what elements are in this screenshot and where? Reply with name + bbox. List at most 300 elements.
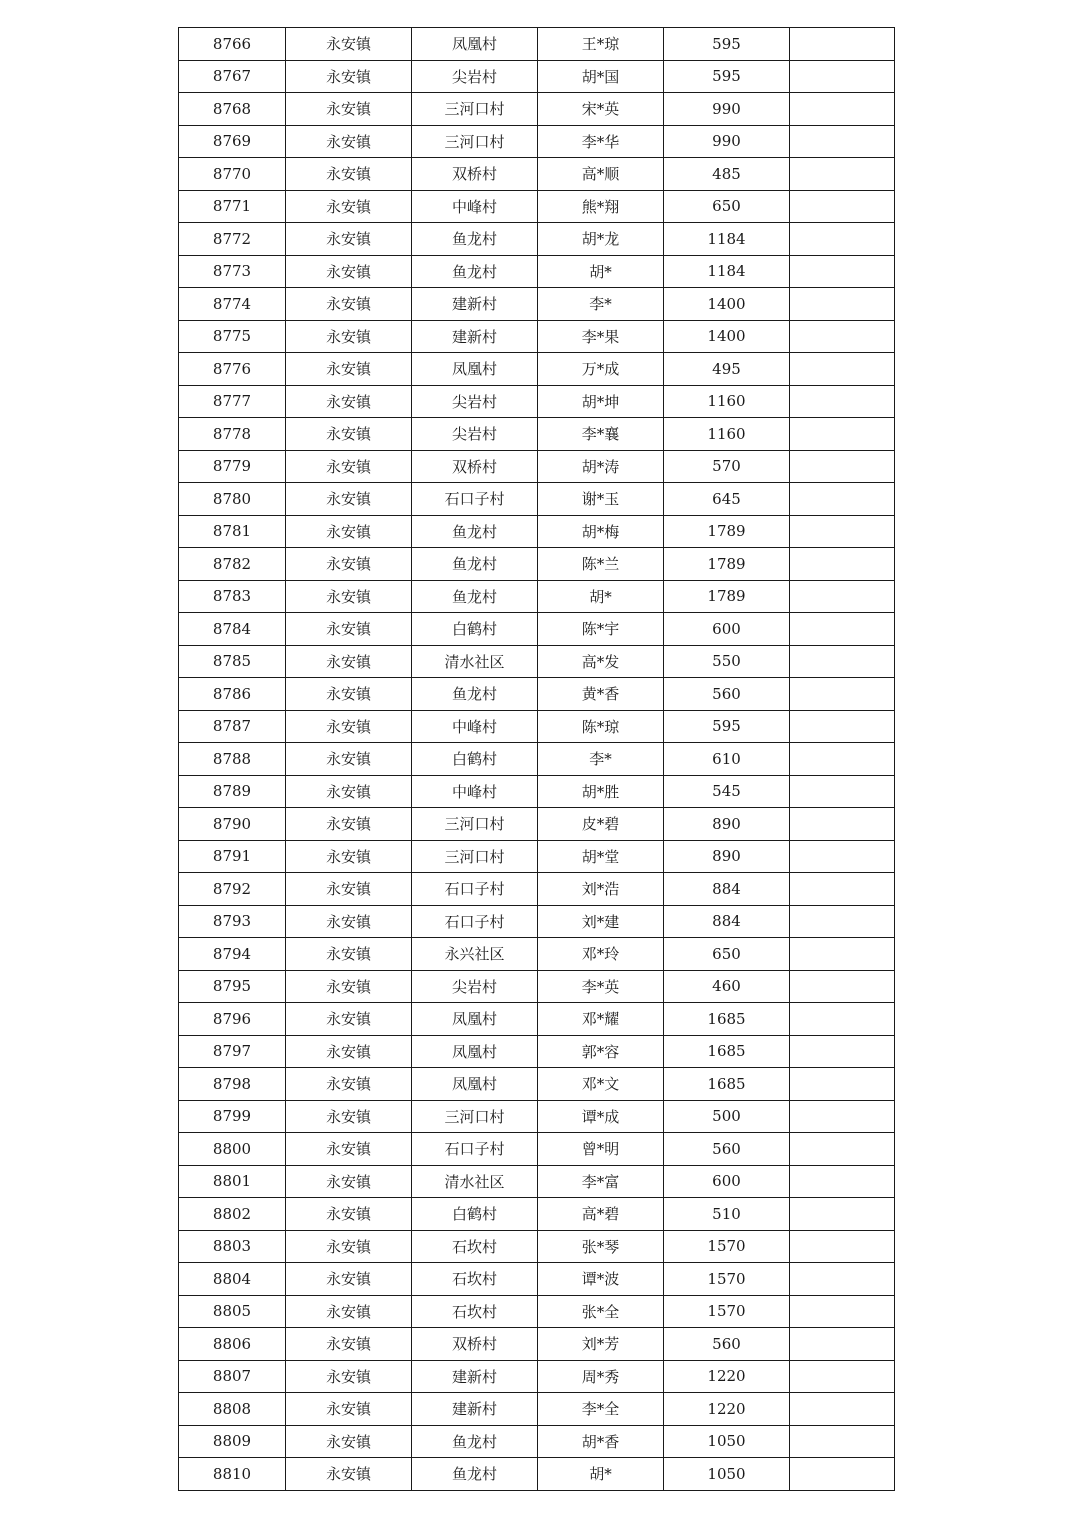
cell-town: 永安镇 — [286, 938, 412, 971]
cell-amount: 595 — [664, 28, 790, 61]
cell-name: 李*华 — [538, 125, 664, 158]
cell-serial-number: 8801 — [179, 1165, 286, 1198]
cell-serial-number: 8805 — [179, 1295, 286, 1328]
table-row — [179, 1035, 895, 1068]
cell-serial-number: 8781 — [179, 515, 286, 548]
cell-amount: 890 — [664, 840, 790, 873]
cell-serial-number: 8809 — [179, 1425, 286, 1458]
cell-note — [790, 580, 895, 613]
cell-name: 胡*梅 — [538, 515, 664, 548]
table-row — [179, 1425, 895, 1458]
cell-name: 刘*建 — [538, 905, 664, 938]
cell-village: 石坎村 — [412, 1295, 538, 1328]
cell-town: 永安镇 — [286, 60, 412, 93]
cell-serial-number: 8788 — [179, 743, 286, 776]
cell-note — [790, 775, 895, 808]
cell-note — [790, 678, 895, 711]
data-table — [178, 27, 895, 1491]
cell-serial-number: 8807 — [179, 1360, 286, 1393]
cell-village: 双桥村 — [412, 158, 538, 191]
cell-serial-number: 8803 — [179, 1230, 286, 1263]
cell-town: 永安镇 — [286, 1165, 412, 1198]
cell-town: 永安镇 — [286, 1328, 412, 1361]
cell-village: 凤凰村 — [412, 1035, 538, 1068]
cell-name: 李*果 — [538, 320, 664, 353]
table-row — [179, 1133, 895, 1166]
cell-amount: 1184 — [664, 255, 790, 288]
cell-note — [790, 710, 895, 743]
cell-serial-number: 8799 — [179, 1100, 286, 1133]
cell-village: 鱼龙村 — [412, 548, 538, 581]
table-row — [179, 353, 895, 386]
cell-name: 邓*文 — [538, 1068, 664, 1101]
cell-name: 高*碧 — [538, 1198, 664, 1231]
cell-note — [790, 288, 895, 321]
cell-name: 胡*胜 — [538, 775, 664, 808]
cell-name: 高*顺 — [538, 158, 664, 191]
cell-serial-number: 8792 — [179, 873, 286, 906]
table-row — [179, 613, 895, 646]
cell-serial-number: 8769 — [179, 125, 286, 158]
table-row — [179, 645, 895, 678]
cell-name: 李*富 — [538, 1165, 664, 1198]
cell-town: 永安镇 — [286, 1100, 412, 1133]
cell-village: 凤凰村 — [412, 353, 538, 386]
table-row — [179, 808, 895, 841]
cell-note — [790, 158, 895, 191]
cell-village: 清水社区 — [412, 645, 538, 678]
cell-name: 李* — [538, 288, 664, 321]
table-row — [179, 418, 895, 451]
cell-note — [790, 1165, 895, 1198]
cell-note — [790, 548, 895, 581]
cell-note — [790, 840, 895, 873]
cell-village: 尖岩村 — [412, 60, 538, 93]
cell-village: 三河口村 — [412, 808, 538, 841]
cell-amount: 485 — [664, 158, 790, 191]
cell-serial-number: 8808 — [179, 1393, 286, 1426]
cell-village: 石口子村 — [412, 1133, 538, 1166]
cell-town: 永安镇 — [286, 613, 412, 646]
cell-village: 白鹤村 — [412, 743, 538, 776]
cell-name: 刘*芳 — [538, 1328, 664, 1361]
cell-amount: 560 — [664, 1133, 790, 1166]
cell-village: 建新村 — [412, 288, 538, 321]
cell-serial-number: 8804 — [179, 1263, 286, 1296]
cell-village: 中峰村 — [412, 190, 538, 223]
cell-name: 谭*成 — [538, 1100, 664, 1133]
cell-village: 三河口村 — [412, 1100, 538, 1133]
cell-name: 黄*香 — [538, 678, 664, 711]
cell-town: 永安镇 — [286, 190, 412, 223]
cell-note — [790, 1100, 895, 1133]
cell-village: 双桥村 — [412, 1328, 538, 1361]
cell-village: 三河口村 — [412, 840, 538, 873]
cell-town: 永安镇 — [286, 905, 412, 938]
cell-name: 陈*琼 — [538, 710, 664, 743]
cell-amount: 595 — [664, 710, 790, 743]
cell-town: 永安镇 — [286, 1035, 412, 1068]
cell-serial-number: 8767 — [179, 60, 286, 93]
table-row — [179, 1263, 895, 1296]
cell-note — [790, 125, 895, 158]
cell-amount: 595 — [664, 60, 790, 93]
cell-town: 永安镇 — [286, 970, 412, 1003]
cell-name: 陈*宇 — [538, 613, 664, 646]
cell-serial-number: 8775 — [179, 320, 286, 353]
cell-name: 胡*龙 — [538, 223, 664, 256]
cell-note — [790, 1230, 895, 1263]
cell-village: 建新村 — [412, 1393, 538, 1426]
cell-amount: 560 — [664, 1328, 790, 1361]
cell-note — [790, 320, 895, 353]
cell-name: 胡*堂 — [538, 840, 664, 873]
table-row — [179, 1295, 895, 1328]
cell-amount: 1789 — [664, 548, 790, 581]
cell-village: 三河口村 — [412, 93, 538, 126]
cell-note — [790, 873, 895, 906]
table-row — [179, 158, 895, 191]
table-row — [179, 1003, 895, 1036]
cell-name: 皮*碧 — [538, 808, 664, 841]
cell-amount: 890 — [664, 808, 790, 841]
table-row — [179, 1393, 895, 1426]
table-row — [179, 1328, 895, 1361]
cell-town: 永安镇 — [286, 1133, 412, 1166]
cell-town: 永安镇 — [286, 1263, 412, 1296]
cell-serial-number: 8773 — [179, 255, 286, 288]
cell-town: 永安镇 — [286, 645, 412, 678]
cell-amount: 1160 — [664, 418, 790, 451]
cell-amount: 1220 — [664, 1393, 790, 1426]
cell-amount: 1050 — [664, 1458, 790, 1491]
cell-name: 胡*香 — [538, 1425, 664, 1458]
cell-village: 石坎村 — [412, 1230, 538, 1263]
cell-amount: 500 — [664, 1100, 790, 1133]
cell-amount: 1050 — [664, 1425, 790, 1458]
cell-name: 邓*玲 — [538, 938, 664, 971]
cell-town: 永安镇 — [286, 775, 412, 808]
table-row — [179, 385, 895, 418]
cell-town: 永安镇 — [286, 223, 412, 256]
cell-village: 建新村 — [412, 320, 538, 353]
cell-note — [790, 1458, 895, 1491]
cell-amount: 495 — [664, 353, 790, 386]
table-row — [179, 710, 895, 743]
cell-note — [790, 28, 895, 61]
table-body — [179, 28, 895, 1491]
cell-serial-number: 8786 — [179, 678, 286, 711]
cell-name: 胡* — [538, 255, 664, 288]
cell-note — [790, 255, 895, 288]
cell-town: 永安镇 — [286, 93, 412, 126]
cell-village: 中峰村 — [412, 710, 538, 743]
table-row — [179, 255, 895, 288]
table-row — [179, 28, 895, 61]
table-row — [179, 515, 895, 548]
cell-name: 刘*浩 — [538, 873, 664, 906]
table-row — [179, 678, 895, 711]
cell-name: 周*秀 — [538, 1360, 664, 1393]
cell-village: 双桥村 — [412, 450, 538, 483]
cell-name: 胡* — [538, 580, 664, 613]
cell-town: 永安镇 — [286, 515, 412, 548]
cell-note — [790, 1425, 895, 1458]
cell-town: 永安镇 — [286, 548, 412, 581]
cell-village: 中峰村 — [412, 775, 538, 808]
cell-town: 永安镇 — [286, 873, 412, 906]
cell-town: 永安镇 — [286, 1198, 412, 1231]
data-table-container — [178, 27, 895, 1491]
cell-town: 永安镇 — [286, 840, 412, 873]
cell-serial-number: 8766 — [179, 28, 286, 61]
cell-amount: 1400 — [664, 320, 790, 353]
cell-note — [790, 1035, 895, 1068]
cell-name: 陈*兰 — [538, 548, 664, 581]
cell-name: 万*成 — [538, 353, 664, 386]
cell-serial-number: 8798 — [179, 1068, 286, 1101]
cell-note — [790, 905, 895, 938]
cell-note — [790, 223, 895, 256]
cell-village: 三河口村 — [412, 125, 538, 158]
table-row — [179, 190, 895, 223]
cell-serial-number: 8789 — [179, 775, 286, 808]
cell-amount: 990 — [664, 93, 790, 126]
table-row — [179, 1068, 895, 1101]
cell-town: 永安镇 — [286, 678, 412, 711]
cell-serial-number: 8768 — [179, 93, 286, 126]
cell-serial-number: 8795 — [179, 970, 286, 1003]
cell-note — [790, 483, 895, 516]
cell-amount: 600 — [664, 1165, 790, 1198]
cell-note — [790, 808, 895, 841]
cell-amount: 884 — [664, 873, 790, 906]
cell-serial-number: 8782 — [179, 548, 286, 581]
cell-note — [790, 1068, 895, 1101]
cell-amount: 1685 — [664, 1035, 790, 1068]
table-row — [179, 1100, 895, 1133]
cell-note — [790, 418, 895, 451]
cell-village: 凤凰村 — [412, 28, 538, 61]
cell-town: 永安镇 — [286, 808, 412, 841]
table-row — [179, 125, 895, 158]
cell-note — [790, 1263, 895, 1296]
table-row — [179, 743, 895, 776]
table-row — [179, 873, 895, 906]
table-row — [179, 450, 895, 483]
cell-amount: 645 — [664, 483, 790, 516]
cell-amount: 460 — [664, 970, 790, 1003]
cell-serial-number: 8770 — [179, 158, 286, 191]
cell-serial-number: 8791 — [179, 840, 286, 873]
table-row — [179, 93, 895, 126]
cell-note — [790, 1393, 895, 1426]
table-row — [179, 580, 895, 613]
cell-serial-number: 8796 — [179, 1003, 286, 1036]
cell-name: 李*襄 — [538, 418, 664, 451]
cell-serial-number: 8800 — [179, 1133, 286, 1166]
cell-note — [790, 93, 895, 126]
cell-name: 李* — [538, 743, 664, 776]
cell-note — [790, 515, 895, 548]
cell-village: 鱼龙村 — [412, 515, 538, 548]
cell-amount: 550 — [664, 645, 790, 678]
table-row — [179, 840, 895, 873]
cell-amount: 1160 — [664, 385, 790, 418]
table-row — [179, 905, 895, 938]
cell-name: 张*全 — [538, 1295, 664, 1328]
cell-town: 永安镇 — [286, 483, 412, 516]
cell-name: 胡*坤 — [538, 385, 664, 418]
cell-amount: 1220 — [664, 1360, 790, 1393]
cell-village: 鱼龙村 — [412, 223, 538, 256]
cell-note — [790, 1003, 895, 1036]
cell-town: 永安镇 — [286, 255, 412, 288]
cell-village: 白鹤村 — [412, 613, 538, 646]
cell-serial-number: 8802 — [179, 1198, 286, 1231]
table-row — [179, 1165, 895, 1198]
cell-amount: 650 — [664, 190, 790, 223]
table-row — [179, 1198, 895, 1231]
cell-name: 谭*波 — [538, 1263, 664, 1296]
table-row — [179, 483, 895, 516]
cell-serial-number: 8806 — [179, 1328, 286, 1361]
cell-amount: 1685 — [664, 1068, 790, 1101]
cell-village: 凤凰村 — [412, 1068, 538, 1101]
cell-note — [790, 1328, 895, 1361]
cell-amount: 545 — [664, 775, 790, 808]
cell-serial-number: 8783 — [179, 580, 286, 613]
cell-town: 永安镇 — [286, 450, 412, 483]
cell-village: 石口子村 — [412, 905, 538, 938]
cell-note — [790, 970, 895, 1003]
cell-town: 永安镇 — [286, 158, 412, 191]
cell-town: 永安镇 — [286, 1458, 412, 1491]
cell-name: 郭*容 — [538, 1035, 664, 1068]
cell-note — [790, 450, 895, 483]
cell-amount: 600 — [664, 613, 790, 646]
cell-name: 张*琴 — [538, 1230, 664, 1263]
cell-name: 谢*玉 — [538, 483, 664, 516]
cell-name: 胡* — [538, 1458, 664, 1491]
cell-village: 石口子村 — [412, 483, 538, 516]
cell-village: 白鹤村 — [412, 1198, 538, 1231]
cell-amount: 1789 — [664, 515, 790, 548]
cell-town: 永安镇 — [286, 710, 412, 743]
cell-village: 鱼龙村 — [412, 580, 538, 613]
cell-town: 永安镇 — [286, 1295, 412, 1328]
cell-serial-number: 8778 — [179, 418, 286, 451]
cell-note — [790, 938, 895, 971]
cell-serial-number: 8771 — [179, 190, 286, 223]
table-row — [179, 938, 895, 971]
cell-serial-number: 8793 — [179, 905, 286, 938]
cell-village: 尖岩村 — [412, 970, 538, 1003]
cell-note — [790, 743, 895, 776]
cell-note — [790, 613, 895, 646]
table-row — [179, 60, 895, 93]
cell-name: 胡*国 — [538, 60, 664, 93]
cell-note — [790, 1360, 895, 1393]
cell-village: 石口子村 — [412, 873, 538, 906]
cell-village: 凤凰村 — [412, 1003, 538, 1036]
cell-town: 永安镇 — [286, 1393, 412, 1426]
cell-amount: 650 — [664, 938, 790, 971]
cell-serial-number: 8774 — [179, 288, 286, 321]
cell-town: 永安镇 — [286, 580, 412, 613]
table-row — [179, 1458, 895, 1491]
cell-village: 尖岩村 — [412, 418, 538, 451]
cell-name: 邓*耀 — [538, 1003, 664, 1036]
cell-town: 永安镇 — [286, 288, 412, 321]
cell-village: 鱼龙村 — [412, 255, 538, 288]
cell-amount: 1570 — [664, 1263, 790, 1296]
cell-name: 王*琼 — [538, 28, 664, 61]
cell-village: 尖岩村 — [412, 385, 538, 418]
cell-village: 鱼龙村 — [412, 678, 538, 711]
table-row — [179, 288, 895, 321]
cell-name: 李*全 — [538, 1393, 664, 1426]
cell-serial-number: 8784 — [179, 613, 286, 646]
cell-amount: 1400 — [664, 288, 790, 321]
cell-serial-number: 8790 — [179, 808, 286, 841]
table-row — [179, 775, 895, 808]
cell-amount: 1570 — [664, 1230, 790, 1263]
cell-village: 石坎村 — [412, 1263, 538, 1296]
cell-serial-number: 8794 — [179, 938, 286, 971]
cell-note — [790, 190, 895, 223]
cell-serial-number: 8780 — [179, 483, 286, 516]
cell-note — [790, 60, 895, 93]
cell-village: 鱼龙村 — [412, 1425, 538, 1458]
cell-amount: 510 — [664, 1198, 790, 1231]
cell-amount: 1184 — [664, 223, 790, 256]
cell-name: 熊*翔 — [538, 190, 664, 223]
cell-town: 永安镇 — [286, 1003, 412, 1036]
cell-village: 清水社区 — [412, 1165, 538, 1198]
cell-town: 永安镇 — [286, 385, 412, 418]
table-row — [179, 970, 895, 1003]
cell-town: 永安镇 — [286, 28, 412, 61]
cell-note — [790, 1295, 895, 1328]
cell-note — [790, 1198, 895, 1231]
cell-town: 永安镇 — [286, 1425, 412, 1458]
cell-amount: 570 — [664, 450, 790, 483]
cell-town: 永安镇 — [286, 743, 412, 776]
cell-name: 李*英 — [538, 970, 664, 1003]
cell-serial-number: 8776 — [179, 353, 286, 386]
cell-amount: 610 — [664, 743, 790, 776]
cell-serial-number: 8785 — [179, 645, 286, 678]
cell-village: 永兴社区 — [412, 938, 538, 971]
cell-note — [790, 1133, 895, 1166]
cell-town: 永安镇 — [286, 320, 412, 353]
cell-town: 永安镇 — [286, 1068, 412, 1101]
cell-town: 永安镇 — [286, 1230, 412, 1263]
cell-town: 永安镇 — [286, 418, 412, 451]
cell-name: 宋*英 — [538, 93, 664, 126]
table-row — [179, 1360, 895, 1393]
cell-serial-number: 8777 — [179, 385, 286, 418]
table-row — [179, 223, 895, 256]
cell-amount: 990 — [664, 125, 790, 158]
cell-note — [790, 385, 895, 418]
cell-town: 永安镇 — [286, 1360, 412, 1393]
cell-note — [790, 645, 895, 678]
cell-serial-number: 8779 — [179, 450, 286, 483]
table-row — [179, 320, 895, 353]
cell-name: 胡*涛 — [538, 450, 664, 483]
